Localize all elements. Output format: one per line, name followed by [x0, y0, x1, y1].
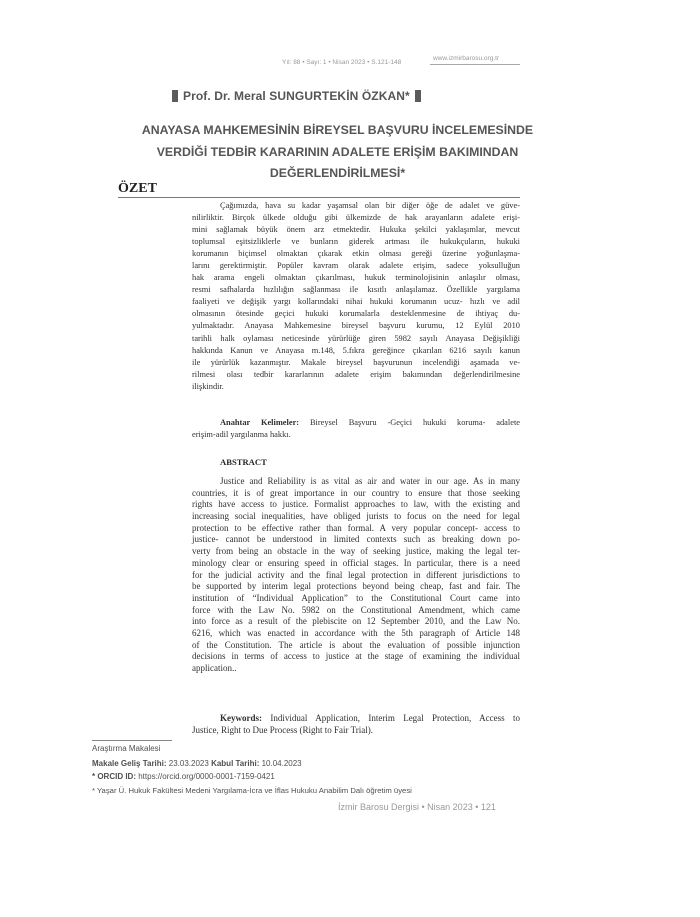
- article-type: Araştırma Makalesi: [92, 744, 161, 753]
- text-line: into force as a result of the plebiscite on 12 September 2010, and the Law No.: [192, 616, 520, 627]
- text-line: of the Constitution. The article is about the evaluation of possible injunction: [192, 639, 520, 650]
- text-line: nilirliktir. Birçok ülkede olduğu gibi ülkemizde de hak arayanların adalete erişi-: [192, 213, 520, 223]
- text-line: toplumsal eşitsizliklerle ve bunların giderek artması ile hukukçuların, hukuki: [192, 237, 520, 247]
- author-line: [172, 88, 421, 104]
- text-line: olmasının ötesinde geçici hukuki korumalarla desteklenmesine de ihtiyaç du-: [192, 309, 520, 319]
- orcid-link[interactable]: https://orcid.org/0000-0001-7159-0421: [138, 772, 275, 781]
- received-label: Makale Geliş Tarihi:: [92, 759, 167, 768]
- header-rule: [430, 64, 520, 65]
- keywords-line: [192, 713, 520, 725]
- keywords-line: erişim-adil yargılanma hakkı.: [192, 430, 291, 440]
- keywords-label: Anahtar Kelimeler:: [220, 418, 300, 427]
- keywords-line: [192, 417, 520, 429]
- ozet-paragraph: [192, 200, 520, 393]
- affiliation-note: * Yaşar Ü. Hukuk Fakültesi Medeni Yargılama-İcra ve İflas Hukuku Anabilim Dalı öğretim üyesi: [92, 786, 412, 795]
- text-line: force with the Law No. 5982 on the Constitutional Amendment, which came: [192, 604, 520, 615]
- text-line: Çağımızda, hava su kadar yaşamsal olan bir diğer öğe de adalet ve güve-: [220, 201, 520, 210]
- orcid-label: * ORCID ID:: [92, 772, 136, 781]
- ozet-heading: ÖZET: [118, 181, 157, 196]
- ozet-rule: [118, 197, 520, 198]
- issue-info: Yıl: 88 • Sayı: 1 • Nisan 2023 • S.121-148: [282, 59, 402, 66]
- text-line: faaliyeti ve değişik yargı kollarındaki nihai hukuki korumanın ucuz- hızlı ve adil: [192, 297, 520, 307]
- keywords-tr: [192, 417, 520, 441]
- received-date: 23.03.2023: [168, 759, 209, 768]
- text-line: Justice and Reliability is as vital as air and water in our age. As in many: [220, 476, 520, 486]
- accepted-date: 10.04.2023: [261, 759, 302, 768]
- abstract-paragraph: [192, 476, 520, 675]
- text-line: verty from being an obstacle in the way of seeking justice, making the legal ter-: [192, 546, 520, 557]
- journal-page-footer: İzmir Barosu Dergisi • Nisan 2023 • 121: [338, 802, 496, 812]
- keywords-line: Justice, Right to Due Process (Right to Fair Trial).: [192, 724, 373, 735]
- keywords-label: Keywords:: [220, 713, 262, 723]
- accepted-label: Kabul Tarihi:: [211, 759, 260, 768]
- text-line: hakkında Kanun ve Anayasa m.148, 5.fıkra gereğince çıkarılan 6216 sayılı kanun: [192, 345, 520, 355]
- keywords-text: Bireysel Başvuru -Geçici hukuki koruma- adalete: [309, 418, 520, 427]
- text-line: larını gerektirmiştir. Popüler kavram olarak adalete erişim, sadece yoksulluğun: [192, 261, 520, 271]
- text-line: justice- cannot be understood in limited contexts such as breaking down po-: [192, 534, 520, 545]
- text-line: decisions in terms of access to justice at the stage of examining the individual: [192, 651, 520, 662]
- text-line: 6216, which was enacted in accordance with the 5th paragraph of Article 148: [192, 627, 520, 638]
- text-line: korumanın biçimsel olmaktan çıkarak etkin olması gereği üzerine yoğunlaşma-: [192, 249, 520, 259]
- keywords-text: Individual Application, Interim Legal Protection, Access to: [270, 713, 521, 723]
- text-line: be supported by interim legal protections beyond being cheap, fast and fair. The: [192, 581, 520, 592]
- title-line: ANAYASA MAHKEMESİNİN BİREYSEL BAŞVURU İNCELEMESİNDE: [141, 123, 534, 137]
- text-line: rights have access to justice. Formalist approaches to law, with the existing and: [192, 499, 520, 510]
- text-line: hak arama engeli olmaktan çıkarılması, hukuk terminolojisinin anlaşılır olması,: [192, 273, 520, 283]
- journal-url: www.izmirbarosu.org.tr: [433, 55, 500, 62]
- text-line: for the judicial activity and the final legal protection in different jurisdictions to: [192, 569, 520, 580]
- text-line: tarihli halk oylaması neticesinde yürürlüğe giren 5982 sayılı Anayasa Değişikliği: [192, 333, 520, 343]
- text-line: rilmesi olası tedbir kararlarının adalete erişim bakımından değerlendirilmesine: [192, 369, 520, 379]
- article-title: [85, 120, 590, 185]
- text-line: increasing social inequalities, have obliged jurists to focus on the need for legal: [192, 511, 520, 522]
- author-right-marker: [415, 90, 421, 102]
- text-line: institution of “Individual Application” to the Constitutional Court came into: [192, 592, 520, 603]
- text-line: countries, it is of great importance in our country to ensure that those seeking: [192, 487, 520, 498]
- text-line: ile yürürlük kazanmıştır. Makale bireysel başvurunun incelendiği aşamada ve-: [192, 357, 520, 367]
- orcid-line: [92, 772, 275, 781]
- text-line: protection to be effective rather than formal. A very popular concept- access to: [192, 522, 520, 533]
- text-line: mini sağlamak büyük önem arz etmektedir. Hukuka şekilci yaklaşımlar, mevcut: [192, 225, 520, 235]
- title-line: DEĞERLENDİRİLMESİ*: [269, 166, 406, 180]
- text-line: minology clear or ensuring speed in official stages. In particular, there is a need: [192, 557, 520, 568]
- author-name: Prof. Dr. Meral SUNGURTEKİN ÖZKAN*: [183, 89, 410, 103]
- text-line: yulmaktadır. Anayasa Mahkemesine bireysel başvuru kurumu, 12 Eylül 2010: [192, 321, 520, 331]
- text-line: resmi safhalarda hızlılığın sağlanması ile kısıtlı anlaşılamaz. Özellikle yargılama: [192, 285, 520, 295]
- article-dates: [92, 759, 302, 768]
- footnote-rule: [92, 740, 172, 741]
- keywords-en: [192, 713, 520, 736]
- abstract-heading: ABSTRACT: [220, 457, 267, 467]
- text-line: ilişkindir.: [192, 381, 224, 391]
- author-left-marker: [172, 90, 178, 102]
- title-line: VERDİĞİ TEDBİR KARARININ ADALETE ERİŞİM BAKIMINDAN: [156, 144, 519, 159]
- text-line: application..: [192, 663, 237, 673]
